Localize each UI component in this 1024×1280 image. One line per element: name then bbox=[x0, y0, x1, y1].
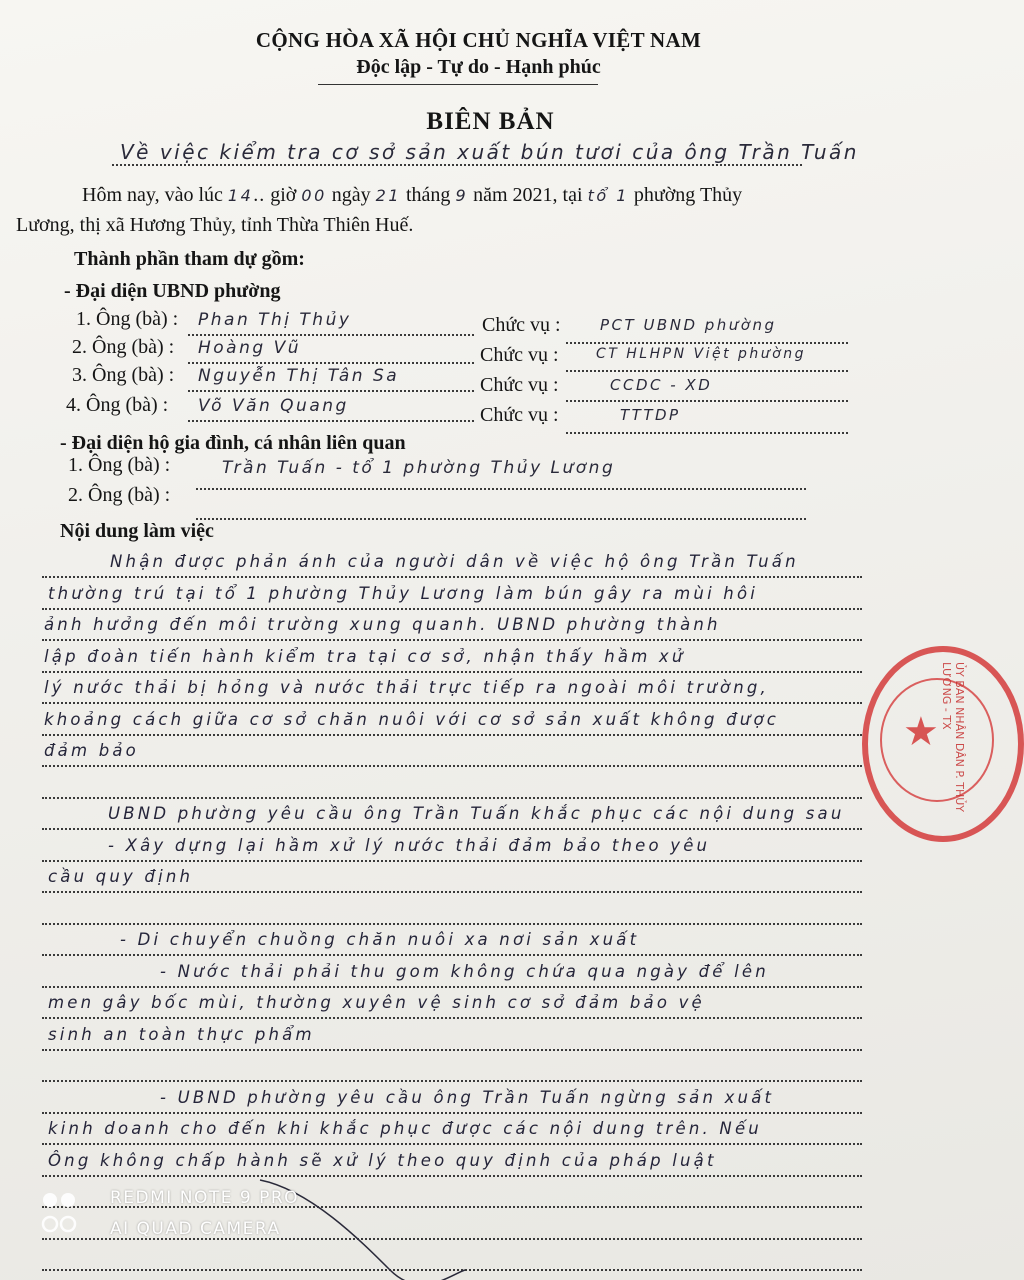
content-line-text: khoảng cách giữa cơ sở chăn nuôi với cơ sở sản xuất không được bbox=[44, 709, 780, 729]
content-dotted-line bbox=[42, 608, 862, 610]
ward-rep-3-role-line bbox=[566, 400, 848, 402]
intro-text-6: phường Thủy bbox=[633, 184, 743, 206]
content-line-text: - Di chuyển chuồng chăn nuôi xa nơi sản xuất bbox=[120, 930, 640, 949]
content-line-text: - Nước thải phải thu gom không chứa qua ngày để lên bbox=[160, 961, 769, 981]
ward-rep-1-role-line bbox=[566, 342, 848, 344]
participants-heading: Thành phần tham dự gồm: bbox=[74, 248, 305, 270]
ward-rep-4-role-line bbox=[566, 432, 848, 434]
national-motto: Độc lập - Tự do - Hạnh phúc bbox=[356, 56, 601, 78]
household-1-value: Trần Tuấn - tổ 1 phường Thủy Lương bbox=[222, 458, 616, 478]
ward-rep-2-name-line bbox=[188, 362, 474, 364]
content-dotted-line bbox=[42, 671, 862, 673]
ward-rep-2-role: CT HLHPN Việt phường bbox=[596, 346, 806, 362]
content-dotted-line bbox=[42, 923, 862, 925]
watermark-line-1: REDMI NOTE 9 PRO bbox=[110, 1188, 300, 1208]
content-dotted-line bbox=[42, 954, 862, 956]
content-dotted-line bbox=[42, 765, 862, 767]
ward-rep-4-role-label: Chức vụ : bbox=[480, 404, 559, 426]
content-line-text: Nhận được phản ánh của người dân về việc hộ ông Trần Tuấn bbox=[110, 552, 799, 571]
ward-rep-1-name: Phan Thị Thủy bbox=[198, 310, 352, 330]
content-dotted-line bbox=[42, 639, 862, 641]
content-dotted-line bbox=[42, 734, 862, 736]
ward-rep-4-name: Võ Văn Quang bbox=[198, 396, 349, 416]
content-dotted-line bbox=[42, 1112, 862, 1114]
ward-rep-3-label: 3. Ông (bà) : bbox=[72, 364, 175, 386]
content-dotted-line bbox=[42, 860, 862, 862]
content-line-text: Ông không chấp hành sẽ xử lý theo quy định của pháp luật bbox=[48, 1150, 717, 1170]
ward-rep-1-name-line bbox=[188, 334, 474, 336]
content-line-text: lập đoàn tiến hành kiểm tra tại cơ sở, nhận thấy hầm xử bbox=[44, 646, 686, 666]
stamp-text: ỦY BAN NHÂN DÂN P. THỦY LƯƠNG - TX bbox=[940, 662, 966, 813]
watermark-line-2: AI QUAD CAMERA bbox=[110, 1219, 281, 1239]
content-dotted-line bbox=[42, 986, 862, 988]
content-dotted-line bbox=[42, 576, 862, 578]
intro-text-3: ngày bbox=[331, 184, 371, 206]
ward-rep-3-role: CCDC - XD bbox=[610, 376, 713, 394]
ward-rep-4-label: 4. Ông (bà) : bbox=[66, 394, 169, 416]
ward-rep-1-role: PCT UBND phường bbox=[600, 316, 777, 334]
content-line-text: ảnh hưởng đến môi trường xung quanh. UBND phường thành bbox=[44, 615, 721, 634]
household-heading: - Đại diện hộ gia đình, cá nhân liên quan bbox=[60, 432, 406, 454]
ward-rep-2-label: 2. Ông (bà) : bbox=[72, 336, 175, 358]
ward-rep-3-name-line bbox=[188, 390, 474, 392]
content-line-text: men gây bốc mùi, thường xuyên vệ sinh cơ sở đảm bảo vệ bbox=[48, 993, 705, 1012]
content-dotted-line bbox=[42, 702, 862, 704]
ward-rep-heading: - Đại diện UBND phường bbox=[64, 280, 281, 302]
pen-stroke bbox=[250, 1170, 470, 1280]
intro-text-5: năm 2021, tại bbox=[473, 184, 583, 206]
content-dotted-line bbox=[42, 1017, 862, 1019]
content-dotted-line bbox=[42, 891, 862, 893]
intro-line-1: Hôm nay, vào lúc 14.. giờ 00 ngày 21 tháng 9 năm 2021, tại tổ 1 phường Thủy bbox=[82, 184, 743, 206]
content-dotted-line bbox=[42, 828, 862, 830]
content-line-text: cầu quy định bbox=[48, 867, 194, 886]
ward-rep-2-name: Hoàng Vũ bbox=[198, 338, 301, 358]
ward-rep-3-role-label: Chức vụ : bbox=[480, 374, 559, 396]
ward-rep-4-role: TTTDP bbox=[620, 406, 681, 424]
intro-minute: 00 bbox=[301, 186, 327, 205]
household-1-label: 1. Ông (bà) : bbox=[68, 454, 171, 476]
ward-rep-3-name: Nguyễn Thị Tân Sa bbox=[198, 366, 400, 386]
motto-underline bbox=[318, 84, 598, 85]
content-dotted-line bbox=[42, 1080, 862, 1082]
ward-rep-1-role-label: Chức vụ : bbox=[482, 314, 561, 336]
content-dotted-line bbox=[42, 797, 862, 799]
intro-place: tổ 1 bbox=[587, 186, 629, 205]
content-line-text: đảm bảo bbox=[44, 741, 139, 760]
household-1-line bbox=[196, 488, 806, 490]
document-title: BIÊN BẢN bbox=[426, 108, 555, 135]
household-2-label: 2. Ông (bà) : bbox=[68, 484, 171, 506]
ward-rep-1-label: 1. Ông (bà) : bbox=[76, 308, 179, 330]
content-dotted-line bbox=[42, 1143, 862, 1145]
subject-handwritten: Về việc kiểm tra cơ sở sản xuất bún tươi của ông Trần Tuấn bbox=[120, 140, 859, 164]
intro-month: 9 bbox=[455, 186, 469, 205]
content-line-text: UBND phường yêu cầu ông Trần Tuấn khắc phục các nội dung sau bbox=[108, 804, 845, 823]
stamp-star-icon: ★ bbox=[903, 709, 939, 754]
ward-rep-4-name-line bbox=[188, 420, 474, 422]
content-heading: Nội dung làm việc bbox=[60, 520, 214, 542]
content-line-text: lý nước thải bị hỏng và nước thải trực tiếp ra ngoài môi trường, bbox=[44, 678, 769, 697]
intro-day: 21 bbox=[375, 186, 401, 205]
national-title: CỘNG HÒA XÃ HỘI CHỦ NGHĨA VIỆT NAM bbox=[255, 28, 702, 52]
intro-text-4: tháng bbox=[406, 184, 451, 206]
intro-hour: 14 bbox=[227, 186, 254, 205]
intro-line-2: Lương, thị xã Hương Thủy, tỉnh Thừa Thiên Huế. bbox=[16, 214, 414, 236]
content-dotted-line bbox=[42, 1049, 862, 1051]
camera-watermark-icon bbox=[40, 1190, 96, 1240]
subject-dotted-line bbox=[112, 164, 802, 166]
intro-text-1: Hôm nay, vào lúc bbox=[82, 184, 223, 206]
content-line-text: sinh an toàn thực phẩm bbox=[48, 1024, 315, 1044]
content-line-text: - UBND phường yêu cầu ông Trần Tuấn ngừng sản xuất bbox=[160, 1087, 775, 1107]
household-2-line bbox=[196, 518, 806, 520]
content-line-text: - Xây dựng lại hầm xử lý nước thải đảm bảo theo yêu bbox=[108, 835, 711, 855]
content-line-text: kinh doanh cho đến khi khắc phục được các nội dung trên. Nếu bbox=[48, 1119, 762, 1138]
intro-text-2: giờ bbox=[270, 184, 297, 206]
ward-rep-2-role-line bbox=[566, 370, 848, 372]
content-line-text: thường trú tại tổ 1 phường Thủy Lương làm bún gây ra mùi hôi bbox=[48, 583, 759, 603]
ward-rep-2-role-label: Chức vụ : bbox=[480, 344, 559, 366]
